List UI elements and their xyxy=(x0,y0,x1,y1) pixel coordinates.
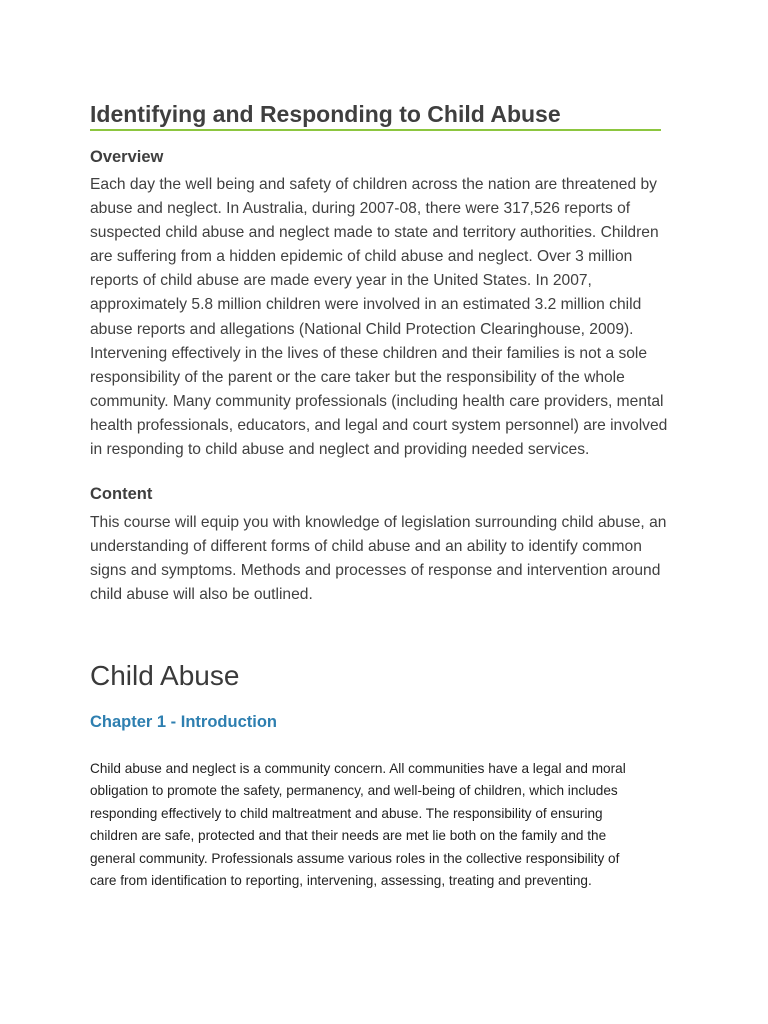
overview-line: abuse reports and allegations (National Child Protection Clearinghouse, 2009). xyxy=(90,320,634,338)
overview-line: abuse and neglect. In Australia, during 2007-08, there were 317,526 reports of xyxy=(90,200,631,218)
overview-line: approximately 5.8 million children were involved in an estimated 3.2 million child xyxy=(90,296,642,314)
content-line: child abuse will also be outlined. xyxy=(90,586,313,604)
overview-heading: Overview xyxy=(90,148,164,166)
content-paragraph xyxy=(90,511,690,607)
chapter-line: Child abuse and neglect is a community concern. All communities have a legal and moral xyxy=(90,761,626,776)
overview-line: in responding to child abuse and neglect and providing needed services. xyxy=(90,441,590,459)
chapter-line: obligation to promote the safety, permanency, and well-being of children, which includes xyxy=(90,783,618,799)
overview-line: health professionals, educators, and legal and court system personnel) are involved xyxy=(90,416,668,434)
chapter-heading: Chapter 1 - Introduction xyxy=(90,713,277,731)
overview-line: community. Many community professionals (including health care providers, mental xyxy=(90,392,664,410)
chapter-paragraph xyxy=(90,758,690,892)
overview-paragraph xyxy=(90,173,690,462)
overview-line: responsibility of the parent or the care taker but the responsibility of the whole xyxy=(90,368,625,386)
chapter-line: care from identification to reporting, intervening, assessing, treating and preventing. xyxy=(90,873,592,889)
chapter-line: responding effectively to child maltreatment and abuse. The responsibility of ensuring xyxy=(90,805,603,821)
chapter-line: children are safe, protected and that their needs are met lie both on the family and the xyxy=(90,828,607,844)
content-heading: Content xyxy=(90,485,153,503)
overview-line: Each day the well being and safety of children across the nation are threatened by xyxy=(90,176,657,193)
content-line: signs and symptoms. Methods and processes of response and intervention around xyxy=(90,562,661,580)
content-line: understanding of different forms of child abuse and an ability to identify common xyxy=(90,538,642,556)
content-line: This course will equip you with knowledge of legislation surrounding child abuse, an xyxy=(90,514,667,531)
section-title: Child Abuse xyxy=(90,660,240,691)
chapter-line: general community. Professionals assume various roles in the collective responsibility of xyxy=(90,850,620,866)
overview-line: are suffering from a hidden epidemic of child abuse and neglect. Over 3 million xyxy=(90,248,633,266)
overview-line: reports of child abuse are made every year in the United States. In 2007, xyxy=(90,272,592,290)
document-title: Identifying and Responding to Child Abuse xyxy=(90,100,661,131)
overview-line: suspected child abuse and neglect made to state and territory authorities. Children xyxy=(90,224,659,242)
overview-line: Intervening effectively in the lives of these children and their families is not a sole xyxy=(90,344,648,362)
